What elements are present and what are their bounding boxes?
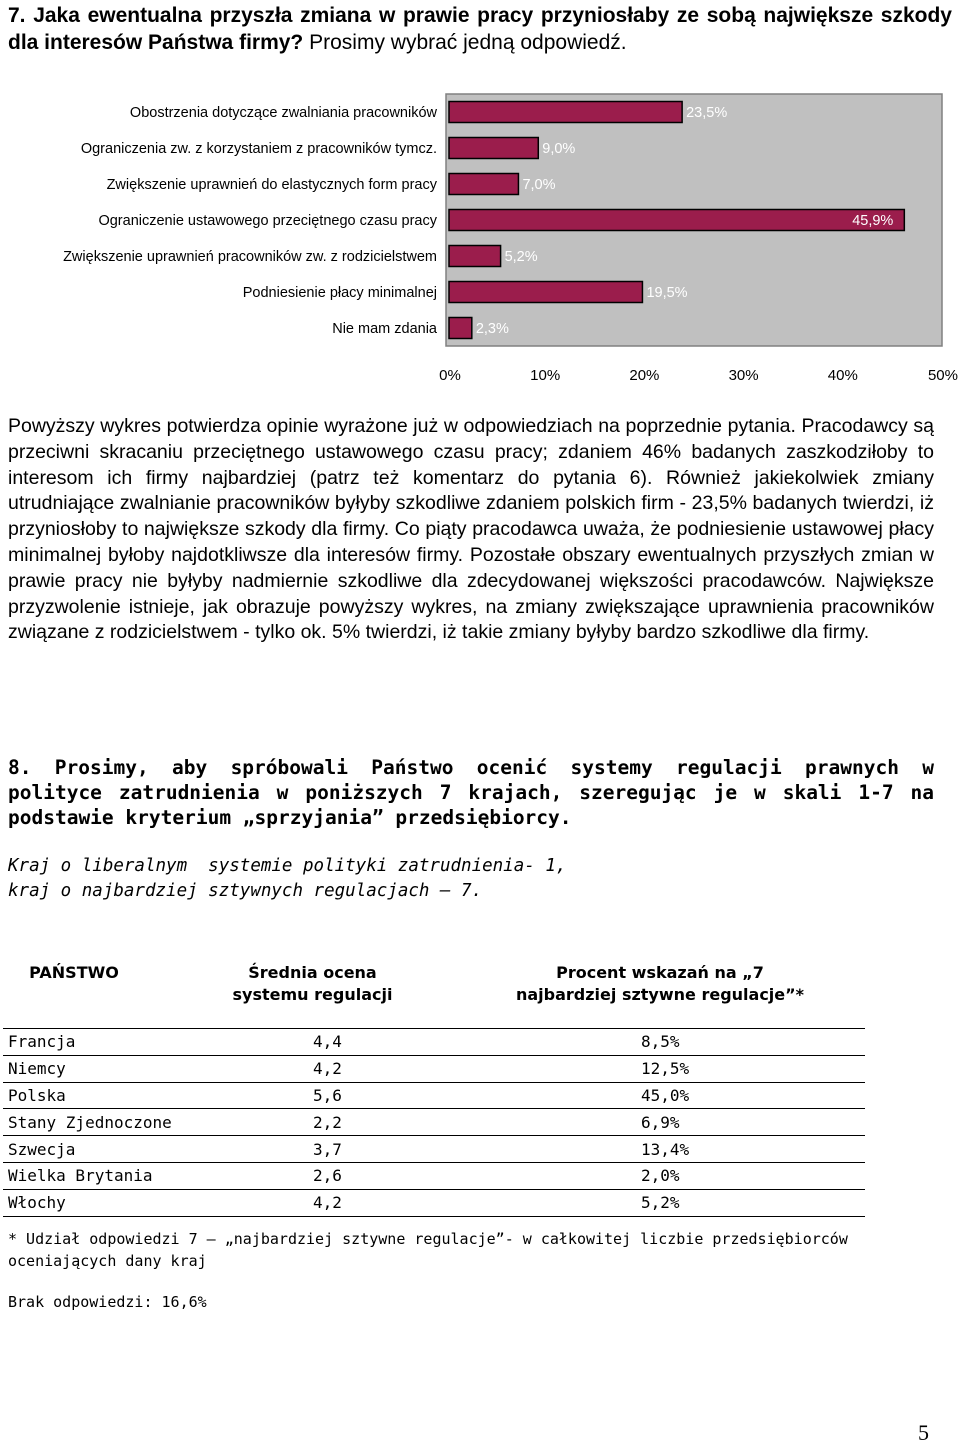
average-cell: 5,6 — [303, 1082, 636, 1109]
country-cell: Francja — [3, 1029, 303, 1056]
header-average-line-2: systemu regulacji — [232, 985, 393, 1004]
category-label: Ograniczenie ustawowego przeciętnego czasu pracy — [98, 213, 437, 229]
x-tick-label: 20% — [629, 367, 660, 384]
harm-bar-chart — [0, 80, 960, 390]
percent-cell: 45,0% — [636, 1082, 865, 1109]
table-row — [3, 1189, 865, 1216]
question-7-title — [8, 2, 952, 56]
footnote: * Udział odpowiedzi 7 – „najbardziej sztywne regulacje”- w całkowitej liczbie przedsiębiorców oceniających dany kraj — [8, 1230, 848, 1270]
average-cell: 4,2 — [303, 1189, 636, 1216]
question-7-number: 7. — [8, 4, 26, 27]
header-average — [215, 962, 410, 1006]
bar — [449, 246, 501, 267]
bar — [449, 102, 682, 123]
data-label: 19,5% — [646, 285, 688, 301]
bar — [449, 174, 518, 195]
header-average-line-1: Średnia ocena — [248, 963, 377, 982]
regulation-table — [3, 1028, 865, 1217]
x-tick-label: 40% — [827, 367, 858, 384]
percent-cell: 8,5% — [636, 1029, 865, 1056]
category-label: Nie mam zdania — [332, 321, 437, 337]
bar — [449, 138, 538, 159]
bar — [449, 210, 904, 231]
country-cell: Polska — [3, 1082, 303, 1109]
table-row — [3, 1109, 865, 1136]
percent-cell: 12,5% — [636, 1055, 865, 1082]
average-cell: 4,4 — [303, 1029, 636, 1056]
header-country: PAŃSTWO — [29, 963, 119, 982]
table-row — [3, 1162, 865, 1189]
question-7-bold-text: Jaka ewentualna przyszła zmiana w prawie pracy przyniosłaby ze sobą największe szkody dla interesów Państwa firmy? — [8, 4, 952, 54]
average-cell: 4,2 — [303, 1055, 636, 1082]
scale-description — [8, 854, 566, 904]
x-tick-label: 10% — [530, 367, 561, 384]
no-answer-note: Brak odpowiedzi: 16,6% — [8, 1293, 207, 1311]
data-label: 9,0% — [542, 141, 576, 157]
percent-cell: 2,0% — [636, 1162, 865, 1189]
average-cell: 3,7 — [303, 1136, 636, 1163]
scale-line-2: kraj o najbardziej sztywnych regulacjach – 7. — [8, 881, 483, 901]
table-row — [3, 1055, 865, 1082]
commentary-paragraph: Powyższy wykres potwierdza opinie wyrażone już w odpowiedziach na poprzednie pytania. Pracodawcy są przeciwni skracaniu przeciętnego ustawowego czasu pracy; zdaniem 46% badanych zaszkodziłoby to interesom ich firmy najbardziej (patrz też komentarz do pytania 6). Również jakiekolwiek zmiany utrudniające zwalnianie pracowników byłyby szkodliwe zdaniem polskich firm - 23,5% badanych twierdzi, iż przyniosłoby to największe szkody dla firmy. Co piąty pracodawca uważa, że podniesienie ustawowej płacy minimalnej byłoby najdotkliwsze dla interesów firmy. Pozostałe obszary ewentualnych przyszłych zmian w prawie pracy nie byłyby nadmiernie szkodliwe dla zdecydowanej większości pracodawców. Największe przyzwolenie istnieje, jak obrazuje powyższy wykres, na zmiany zwiększające uprawnienia pracowników związane z rodzicielstwem - tylko ok. 5% twierdzi, iż takie zmiany byłyby bardzo szkodliwe dla firmy. — [8, 415, 934, 644]
category-label: Obostrzenia dotyczące zwalniania pracowników — [129, 105, 437, 121]
country-cell: Szwecja — [3, 1136, 303, 1163]
average-cell: 2,6 — [303, 1162, 636, 1189]
x-tick-label: 50% — [927, 367, 958, 384]
category-label: Podniesienie płacy minimalnej — [242, 285, 437, 301]
percent-cell: 5,2% — [636, 1189, 865, 1216]
header-percent — [490, 962, 830, 1006]
data-label: 2,3% — [475, 321, 509, 337]
x-tick-label: 30% — [728, 367, 759, 384]
table-row — [3, 1029, 865, 1056]
table-row — [3, 1082, 865, 1109]
country-cell: Stany Zjednoczone — [3, 1109, 303, 1136]
bar — [449, 282, 642, 303]
percent-cell: 13,4% — [636, 1136, 865, 1163]
category-label: Zwiększenie uprawnień do elastycznych form pracy — [106, 177, 437, 193]
question-7-instruction: Prosimy wybrać jedną odpowiedź. — [309, 31, 627, 54]
bar — [449, 318, 472, 339]
category-label: Zwiększenie uprawnień pracowników zw. z rodzicielstwem — [63, 249, 437, 265]
category-label: Ograniczenia zw. z korzystaniem z pracowników tymcz. — [80, 141, 437, 157]
data-label: 5,2% — [504, 249, 538, 265]
data-label: 45,9% — [852, 213, 894, 229]
percent-cell: 6,9% — [636, 1109, 865, 1136]
table-row — [3, 1136, 865, 1163]
country-cell: Włochy — [3, 1189, 303, 1216]
x-tick-label: 0% — [439, 367, 461, 384]
data-label: 7,0% — [522, 177, 556, 193]
data-label: 23,5% — [686, 105, 728, 121]
country-cell: Wielka Brytania — [3, 1162, 303, 1189]
header-percent-line-2: najbardziej sztywne regulacje”* — [515, 985, 805, 1004]
average-cell: 2,2 — [303, 1109, 636, 1136]
question-8-title: 8. Prosimy, aby spróbowali Państwo ocenić systemy regulacji prawnych w polityce zatrudnienia w poniższych 7 krajach, szeregując je w skali 1-7 na podstawie kryterium „sprzyjania” przedsiębiorcy. — [8, 756, 934, 829]
page-number: 5 — [918, 1420, 929, 1445]
scale-line-1: Kraj o liberalnym systemie polityki zatrudnienia- 1, — [8, 856, 567, 876]
header-percent-line-1: Procent wskazań na „7 — [556, 963, 764, 982]
country-cell: Niemcy — [3, 1055, 303, 1082]
